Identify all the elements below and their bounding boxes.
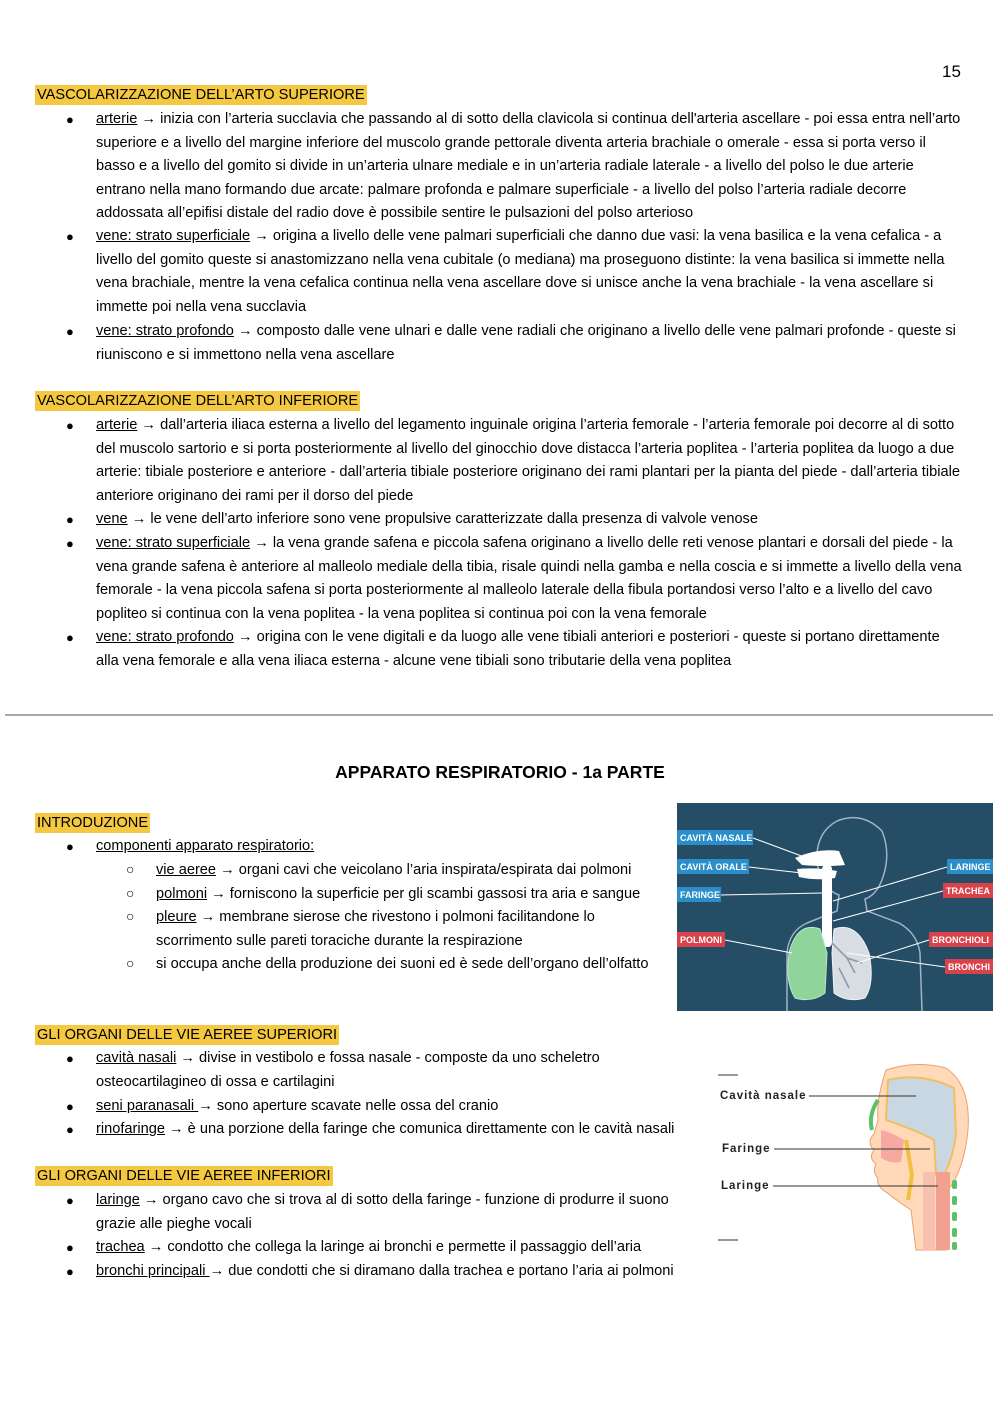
- item-term: trachea: [96, 1239, 145, 1255]
- list-item: [66, 320, 966, 367]
- bullet-icon: ●: [66, 418, 74, 433]
- item-term: polmoni: [156, 886, 208, 902]
- bullet-icon: ●: [66, 536, 74, 551]
- circle-bullet-icon: ○: [126, 955, 135, 971]
- label-oral-cavity: CAVITÀ ORALE: [680, 862, 747, 872]
- list-item: [66, 1118, 716, 1142]
- list-item: [66, 508, 966, 532]
- sub-list-item: [126, 953, 686, 977]
- bullet-icon: ●: [66, 324, 74, 339]
- sub-list-item: [126, 883, 686, 907]
- item-term: rinofaringe: [96, 1121, 165, 1137]
- bullet-icon: ●: [66, 630, 74, 645]
- bullet-icon: ●: [66, 1240, 74, 1255]
- list-item: [66, 1095, 716, 1119]
- item-text: → è una porzione della faringe che comunica direttamente con le cavità nasali: [164, 1121, 675, 1137]
- circle-bullet-icon: ○: [126, 861, 135, 877]
- esophagus-shape: [923, 1172, 935, 1250]
- item-text: → organo cavo che si trova al di sotto della faringe - funzione di produrre il suono grazie alle pieghe vocali: [96, 1192, 669, 1232]
- heading-lower-airways: GLI ORGANI DELLE VIE AEREE INFERIORI: [37, 1168, 331, 1184]
- item-term: vene: strato profondo: [96, 323, 234, 339]
- item-term: vene: strato profondo: [96, 629, 234, 645]
- list-item: [66, 1047, 636, 1094]
- list-item: [66, 626, 966, 673]
- item-text: → condotto che collega la laringe ai bronchi e permette il passaggio dell’aria: [144, 1239, 642, 1255]
- item-term: vene: strato superficiale: [96, 228, 251, 244]
- item-text: → sono aperture scavate nelle ossa del cranio: [198, 1098, 499, 1114]
- item-text: → organi cavi che veicolano l’aria inspirata/espirata dai polmoni: [216, 862, 632, 878]
- list-item: [66, 108, 966, 226]
- item-text: → dall’arteria iliaca esterna a livello del legamento inguinale origina l’arteria femorale - l’arteria femorale poi decorre al di sotto del muscolo sartorio e si porta posteriormente al livello del ginocchio dove distacca l’arteria poplitea - l’arteria poplitea da luogo a due arterie: tibiale posteriore e anteriore - dall’arteria tibiale posteriore originano dei rami plantari per la pianta del piede - dall’arteria tibiale anteriore originano dei rami per il dorso del piede: [96, 417, 960, 504]
- item-text: → membrane sierose che rivestono i polmoni facilitandone lo scorrimento sulle pareti toraciche durante la respirazione: [156, 909, 595, 949]
- bullet-icon: ●: [66, 229, 74, 244]
- trachea-shape: [822, 865, 832, 947]
- item-term: componenti apparato respiratorio:: [96, 838, 315, 854]
- bullet-icon: ●: [66, 839, 74, 854]
- item-term: pleure: [156, 909, 197, 925]
- item-term: cavità nasali: [96, 1050, 177, 1066]
- circle-bullet-icon: ○: [126, 908, 135, 924]
- label-pharynx: FARINGE: [680, 890, 721, 900]
- heading-upper-airways: GLI ORGANI DELLE VIE AEREE SUPERIORI: [37, 1027, 338, 1043]
- list-item: [66, 532, 966, 626]
- trachea-shape: [936, 1172, 950, 1250]
- item-text: → le vene dell’arto inferiore sono vene propulsive caratterizzate dalla presenza di valvole venose: [127, 511, 758, 527]
- item-term: bronchi principali: [96, 1263, 210, 1279]
- label-nasal-cavity: Cavità nasale: [720, 1090, 807, 1102]
- page-number: 15: [942, 62, 961, 81]
- list-item: [66, 1189, 706, 1236]
- list-item: [66, 1236, 716, 1260]
- item-term: vie aeree: [156, 862, 217, 878]
- bullet-icon: ●: [66, 1193, 74, 1208]
- heading-upper-limb-vascularization: VASCOLARIZZAZIONE DELL’ARTO SUPERIORE: [37, 87, 365, 103]
- list-item: [66, 835, 716, 859]
- label-nasal-cavity: CAVITÀ NASALE: [680, 833, 753, 843]
- list-item: [66, 414, 966, 508]
- circle-bullet-icon: ○: [126, 885, 135, 901]
- label-bronchi: BRONCHI: [948, 962, 990, 972]
- item-text: → la vena grande safena e piccola safena originano a livello delle reti venose plantari e dorsali del piede - la vena grande safena è anteriore al malleolo mediale della tibia, risale quindi nella gamba e nella coscia e si immette a livello della vena femorale - la vena piccola safena si porta posteriormente al malleolo laterale della fibula portandosi verso l’alto e a livello del cavo popliteo si continua con la vena poplitea - la vena poplitea si continua poi con la vena femorale: [96, 535, 962, 622]
- item-term: arterie: [96, 111, 138, 127]
- heading-introduction: INTRODUZIONE: [37, 815, 149, 831]
- label-bronchioles: BRONCHIOLI: [932, 935, 989, 945]
- item-text: → divise in vestibolo e fossa nasale - composte da uno scheletro osteocartilagineo di ossa e cartilagini: [96, 1050, 600, 1090]
- label-trachea: TRACHEA: [946, 886, 990, 896]
- item-text: → origina a livello delle vene palmari superficiali che danno due vasi: la vena basilica e la vena cefalica - a livello del gomito queste si anastomizzano nella vena cubitale (o mediana) ma proseguono distinte: la vena basilica si immette nella vena brachiale, mentre la vena cefalica continua nella vena ascellare dove si unisce anche la vena brachiale - la vena ascellare si immette poi nella vena succlavia: [96, 228, 945, 315]
- item-text: si occupa anche della produzione dei suoni ed è sede dell’organo dell’olfatto: [156, 956, 649, 972]
- item-term: vene: [96, 511, 128, 527]
- item-term: arterie: [96, 417, 138, 433]
- bullet-icon: ●: [66, 512, 74, 527]
- page-divider: [5, 714, 993, 716]
- label-pharynx: Faringe: [722, 1143, 771, 1155]
- bullet-icon: ●: [66, 1051, 74, 1066]
- heading-lower-limb-vascularization: VASCOLARIZZAZIONE DELL’ARTO INFERIORE: [37, 393, 359, 409]
- bullet-icon: ●: [66, 1264, 74, 1279]
- sub-list-item: [126, 859, 686, 883]
- item-text: → composto dalle vene ulnari e dalle vene radiali che originano a livello delle vene palmari profonde - queste si riuniscono e si immettono nella vena ascellare: [96, 323, 956, 363]
- item-text: → forniscono la superficie per gli scambi gassosi tra aria e sangue: [207, 886, 641, 902]
- airway-sagittal-figure: [716, 1060, 978, 1255]
- item-text: → due condotti che si diramano dalla trachea e portano l’aria ai polmoni: [209, 1263, 674, 1279]
- cartilage-rings: [952, 1180, 957, 1250]
- item-text: → inizia con l’arteria succlavia che passando al di sotto della clavicola si continua dell'arteria ascellare - poi essa entra nell’arto superiore e a livello del margine inferiore del muscolo grande pettorale diventa arteria brachiale o omerale - essa si porta verso il basso e a livello del gomito si divide in un’arteria ulnare mediale e in un’arteria radiale laterale - a livello del polso le due arterie entrano nella mano formando due arcate: palmare profonda e palmare superficiale - a livello del polso l’arteria radiale decorre addossata all’epifisi distale del radio dove è possibile sentire le pulsazioni del polso arterioso: [96, 111, 961, 221]
- item-term: vene: strato superficiale: [96, 535, 251, 551]
- label-larynx: LARINGE: [950, 862, 991, 872]
- bullet-icon: ●: [66, 1099, 74, 1114]
- respiratory-system-figure: [677, 803, 993, 1011]
- list-item: [66, 1260, 736, 1284]
- item-term: laringe: [96, 1192, 140, 1208]
- bullet-icon: ●: [66, 112, 74, 127]
- item-text: → origina con le vene digitali e da luogo alle vene tibiali anteriori e posteriori - queste si portano direttamente alla vena femorale e alla vena iliaca esterna - alcune vene tibiali sono tributarie della vena poplitea: [96, 629, 940, 669]
- sub-list-item: [126, 906, 666, 953]
- page-title: APPARATO RESPIRATORIO - 1a PARTE: [335, 762, 665, 782]
- bullet-icon: ●: [66, 1122, 74, 1137]
- list-item: [66, 225, 966, 319]
- label-lungs: POLMONI: [680, 935, 722, 945]
- item-term: seni paranasali: [96, 1098, 199, 1114]
- label-larynx: Laringe: [721, 1180, 770, 1192]
